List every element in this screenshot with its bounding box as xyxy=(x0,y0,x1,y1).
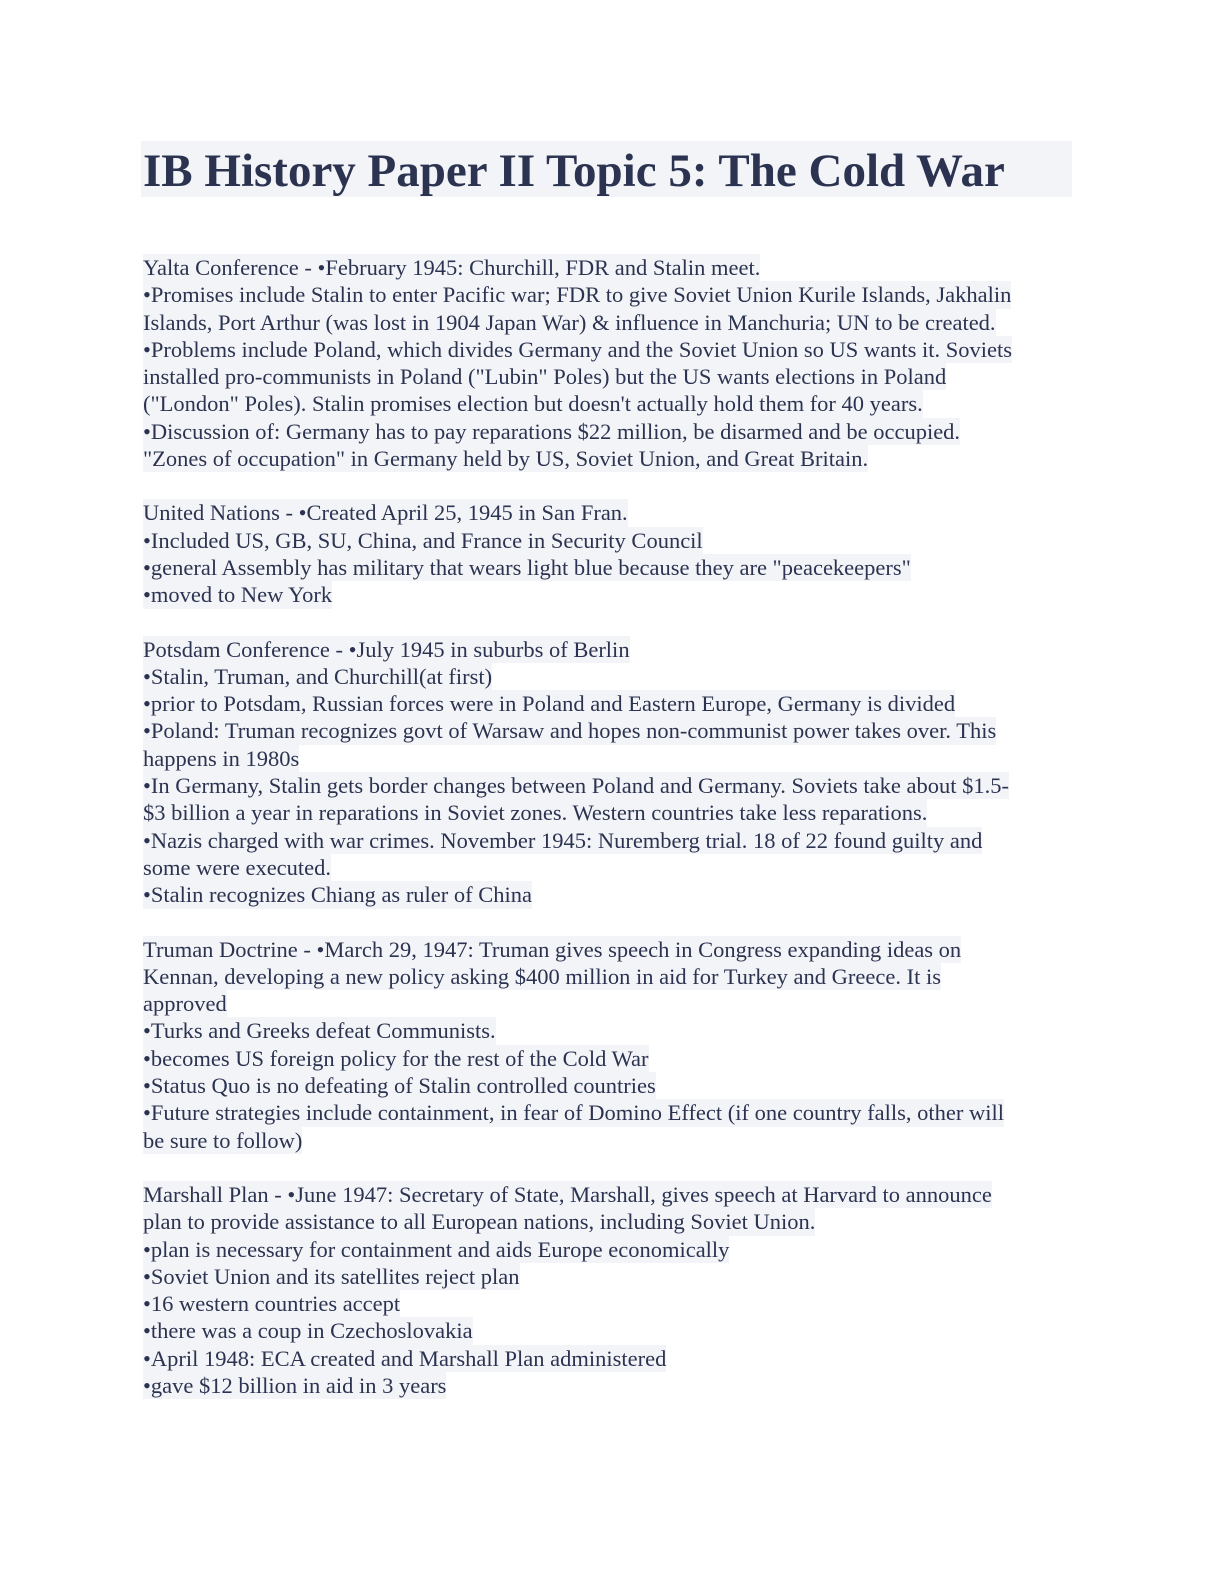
text-line: be sure to follow) xyxy=(143,1127,303,1153)
section-united-nations xyxy=(143,499,1073,608)
text-line: •Included US, GB, SU, China, and France in Security Council xyxy=(143,527,703,553)
text-line: •16 western countries accept xyxy=(143,1291,401,1317)
section-yalta-conference xyxy=(143,254,1073,472)
document-title: IB History Paper II Topic 5: The Cold War xyxy=(143,145,1005,197)
text-line: ("London" Poles). Stalin promises election but doesn't actually hold them for 40 years. xyxy=(143,391,923,417)
text-line: •Soviet Union and its satellites reject plan xyxy=(143,1263,520,1289)
text-line: Yalta Conference - •February 1945: Churchill, FDR and Stalin meet. xyxy=(143,255,761,280)
text-line: United Nations - •Created April 25, 1945 in San Fran. xyxy=(143,500,628,526)
text-line: Islands, Port Arthur (was lost in 1904 Japan War) & influence in Manchuria; UN to be created. xyxy=(143,309,996,335)
text-line: installed pro-communists in Poland ("Lubin" Poles) but the US wants elections in Poland xyxy=(143,364,947,390)
title-highlight xyxy=(141,141,1072,197)
text-line: •Promises include Stalin to enter Pacific war; FDR to give Soviet Union Kurile Islands, Jakhalin xyxy=(143,282,1012,308)
text-line: •there was a coup in Czechoslovakia xyxy=(143,1318,473,1344)
text-line: •Stalin, Truman, and Churchill(at first) xyxy=(143,663,493,689)
text-line: •Poland: Truman recognizes govt of Warsaw and hopes non-communist power takes over. This xyxy=(143,718,997,744)
text-line: •Problems include Poland, which divides Germany and the Soviet Union so US wants it. Soviets xyxy=(143,336,1013,362)
text-line: •Stalin recognizes Chiang as ruler of China xyxy=(143,882,533,908)
text-line: Truman Doctrine - •March 29, 1947: Truman gives speech in Congress expanding ideas on xyxy=(143,936,962,962)
text-line: happens in 1980s xyxy=(143,745,300,771)
text-line: •Future strategies include containment, in fear of Domino Effect (if one country falls, other will xyxy=(143,1100,1004,1126)
text-line: •In Germany, Stalin gets border changes between Poland and Germany. Soviets take about $1.5- xyxy=(143,773,1009,799)
document-body xyxy=(143,254,1073,1426)
text-line: plan to provide assistance to all European nations, including Soviet Union. xyxy=(143,1209,816,1235)
text-line: •plan is necessary for containment and aids Europe economically xyxy=(143,1236,730,1262)
text-line: •Nazis charged with war crimes. November 1945: Nuremberg trial. 18 of 22 found guilty and xyxy=(143,827,983,853)
text-line: •becomes US foreign policy for the rest of the Cold War xyxy=(143,1045,649,1071)
text-line: •April 1948: ECA created and Marshall Plan administered xyxy=(143,1345,667,1371)
section-potsdam-conference xyxy=(143,636,1073,909)
text-line: •moved to New York xyxy=(143,582,333,608)
section-truman-doctrine xyxy=(143,936,1073,1154)
text-line: $3 billion a year in reparations in Soviet zones. Western countries take less reparations. xyxy=(143,800,928,826)
text-line: •Status Quo is no defeating of Stalin controlled countries xyxy=(143,1073,656,1099)
text-line: Marshall Plan - •June 1947: Secretary of State, Marshall, gives speech at Harvard to announce xyxy=(143,1181,992,1207)
text-line: •Turks and Greeks defeat Communists. xyxy=(143,1018,496,1044)
text-line: •general Assembly has military that wears light blue because they are "peacekeepers" xyxy=(143,554,911,580)
text-line: "Zones of occupation" in Germany held by US, Soviet Union, and Great Britain. xyxy=(143,446,869,472)
text-line: •prior to Potsdam, Russian forces were in Poland and Eastern Europe, Germany is divided xyxy=(143,691,956,717)
text-line: some were executed. xyxy=(143,854,332,880)
text-line: •Discussion of: Germany has to pay reparations $22 million, be disarmed and be occupied. xyxy=(143,418,961,444)
text-line: •gave $12 billion in aid in 3 years xyxy=(143,1372,447,1398)
text-line: Kennan, developing a new policy asking $400 million in aid for Turkey and Greece. It is xyxy=(143,963,941,989)
section-marshall-plan xyxy=(143,1181,1073,1399)
text-line: Potsdam Conference - •July 1945 in suburbs of Berlin xyxy=(143,636,630,662)
text-line: approved xyxy=(143,991,227,1017)
